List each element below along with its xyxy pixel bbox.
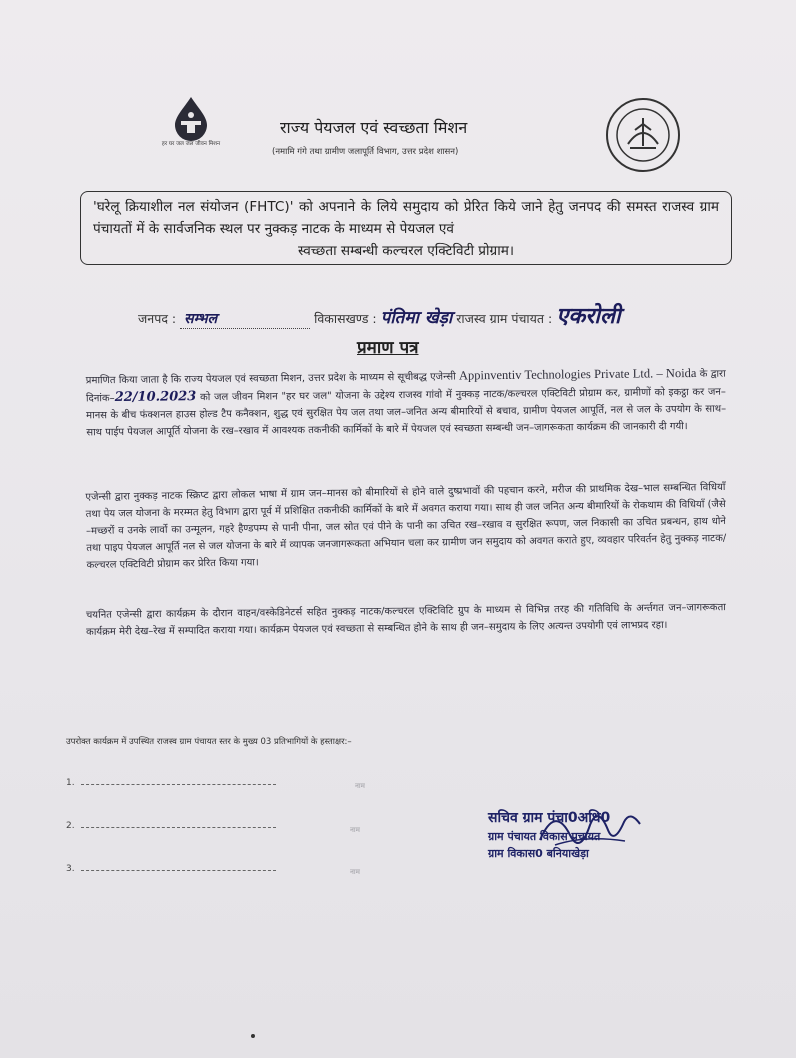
paragraph-1: [86, 365, 727, 442]
signature-line-2: [66, 821, 276, 831]
stamp-line-2: ग्राम पंचायत विकास प्रचायत: [488, 830, 601, 843]
program-description-text: 'घरेलू क्रियाशील नल संयोजन (FHTC)' को अपनाने के लिये समुदाय को प्रेरित किये जाने हेतु जनपद की समस्त राजस्व ग्राम पंचायतों में के सार्वजनिक स्थल पर नुक्कड़ नाटक के माध्यम से पेयजल एवं: [93, 199, 719, 237]
signature-number-2: 2.: [66, 821, 75, 831]
paragraph-2: एजेन्सी द्वारा नुक्कड़ नाटक स्क्रिप्ट द्वारा लोकल भाषा में ग्राम जन–मानस को बीमारियों से होने वाले दुष्प्रभावों की पहचान करने, मरीज की प्राथमिक देख–भाल सम्बन्धित विधियाँ तथा पेय जल योजना के मरम्मत हेतु विभाग द्वारा पूर्व में प्रशिक्षित तकनीकी कार्मिकों के बारे में अवगत कराया गया। साथ ही जल जनित अन्य बीमारियों के रोकथाम की विधियाँ (जैसे –मच्छरों व उनके लार्वो का उन्मूलन, गहरे हैण्डपम्प से पानी पीना, जल स्रोत एवं पीने के पानी का उचित रख–रखाव व सुरक्षित रूपण, जल निकासी का उचित प्रबन्धन, हाथ धोने तथा पाइप पेयजल आपूर्ति नल से जल योजना के बारे में व्यापक जनजागरूकता अभियान चला कर ग्रामीण जन समुदाय को अवगत कराते हुए, व्यवहार परिवर्तन हेतु नुक्कड़ नाटक/कल्चरल एक्टिविटी प्रोग्राम कर प्रेरित किया गया।: [85, 481, 727, 572]
signatures-intro: उपरोक्त कार्यक्रम में उपस्थित राजस्व ग्राम पंचायत स्तर के मुख्य 03 प्रतिभागियों के हस्ताक्षर:–: [66, 737, 352, 747]
up-government-seal: [604, 96, 682, 178]
mission-title: राज्य पेयजल एवं स्वच्छता मिशन: [280, 118, 468, 137]
water-drop-logo-icon: [169, 95, 213, 141]
certificate-heading: प्रमाण पत्र: [357, 338, 419, 358]
agency-name: Appinventiv Technologies Private Ltd. – Noida: [458, 365, 697, 383]
faint-label-1: नाम: [355, 782, 365, 790]
vikaskhand-label: विकासखण्ड :: [314, 311, 377, 326]
program-description-box: [80, 191, 732, 265]
gram-panchayat-label: राजस्व ग्राम पंचायत :: [456, 311, 553, 326]
paragraph-1-rest: को जल जीवन मिशन "हर घर जल" योजना के उद्देश्य राजस्व गांवो में नुक्कड़ नाटक/कल्चरल एक्टिविटी प्रोग्राम कर, ग्रामीणों को इकट्ठा कर जन–मानस के बीच फंक्शनल हाउस होल्ड टैप कनैक्शन, शुद्ध एवं सुरक्षित पेय जल तथा जल–जनित अन्य बीमारियों से बचाव, ग्रामीण पेयजल आपूर्ति, नल से जल के उपयोग के साथ–साथ पाईप पेयजल आपूर्ति योजना के रख–रखाव में आवश्यक तकनीकी कार्मिकों के बारे में पेयजल एवं स्वच्छता सम्बन्धी जन–जागरूकता कार्यक्रम की जानकारी दी गयी।: [86, 386, 727, 439]
janpad-value: सम्भल: [184, 311, 218, 327]
signature-number-3: 3.: [66, 864, 75, 874]
program-date: 22/10.2023: [114, 389, 197, 406]
location-fields: [138, 300, 621, 330]
paragraph-3: चयनित एजेन्सी द्वारा कार्यक्रम के दौरान वाहन/वस्केडिनेटर्स सहित नुक्कड़ नाटक/कल्चरल एक्टिविटि ग्रुप के माध्यम से विभिन्न तरह की गतिविधि के अर्न्तगत जन–जागरूकता कार्यक्रम मेरी देख–रेख में सम्पादित कराया गया। कार्यक्रम पेयजल एवं स्वच्छता से सम्बन्धित होने के साथ ही जन–समुदाय के लिए अत्यन्त उपयोगी एवं लाभप्रद रहा।: [85, 602, 726, 638]
paragraph-1-date-label: के द्वारा दिनांक–: [85, 368, 726, 405]
stamp-line-1: सचिव ग्राम पंचा0अधि0: [488, 810, 611, 826]
emblem-seal-icon: [604, 96, 682, 174]
janpad-label: जनपद :: [138, 311, 177, 326]
faint-label-3: नाम: [350, 868, 360, 876]
ink-dot: [251, 1034, 255, 1038]
faint-label-2: नाम: [350, 826, 360, 834]
signature-line-1: [66, 778, 276, 788]
mission-subtitle: (नमामि गंगे तथा ग्रामीण जलापूर्ति विभाग, उत्तर प्रदेश शासन): [272, 147, 459, 157]
stamp-line-3: ग्राम विकास0 बनियाखेड़ा: [488, 847, 589, 860]
signature-number-1: 1.: [66, 778, 75, 788]
logo-caption: हर घर जल जल जीवन मिशन: [161, 141, 221, 147]
program-description-end: स्वच्छता सम्बन्धी कल्चरल एक्टिविटी प्रोग्राम।: [297, 243, 515, 259]
jal-jeevan-mission-logo: [160, 95, 222, 148]
paragraph-1-start: प्रमाणित किया जाता है कि राज्य पेयजल एवं स्वच्छता मिशन, उत्तर प्रदेश के माध्यम से सूचीबद्ध एजेन्सी: [85, 371, 456, 387]
signature-line-3: [66, 864, 276, 874]
vikaskhand-value: पंतिमा खेड़ा: [380, 308, 453, 328]
official-stamp: [488, 808, 688, 861]
gram-panchayat-value: एकरोली: [556, 303, 621, 329]
